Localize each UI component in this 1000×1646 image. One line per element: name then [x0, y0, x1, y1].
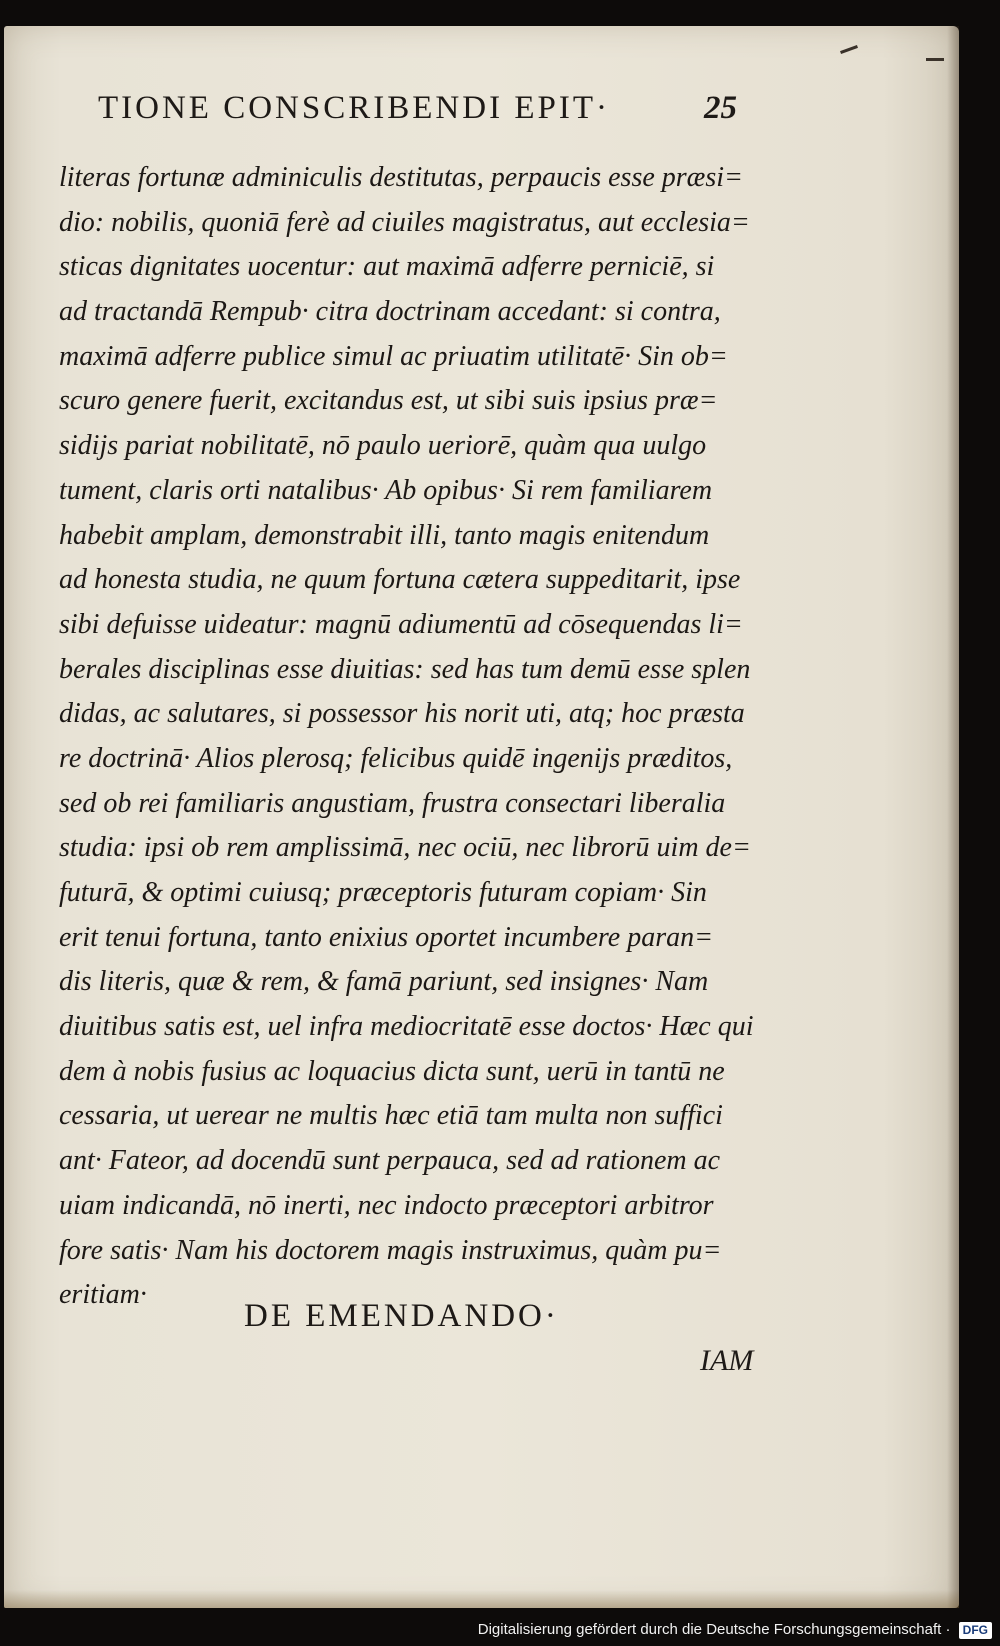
margin-mark — [926, 58, 944, 61]
text-line: habebit amplam, demonstrabit illi, tanto magis enitendum — [59, 519, 710, 551]
body-text — [59, 156, 779, 1318]
text-line: diuitibus satis est, uel infra mediocritatē esse doctos· Hæc qui — [59, 1011, 754, 1043]
credit-text: Digitalisierung gefördert durch die Deutsche Forschungsgemeinschaft · — [477, 1621, 951, 1638]
running-head: TIONE CONSCRIBENDI EPIT· — [98, 90, 610, 126]
text-line: sed ob rei familiaris angustiam, frustra consectari liberalia — [59, 787, 726, 819]
text-line: ad tractandā Rempub· citra doctrinam accedant: si contra, — [59, 296, 721, 328]
text-line: literas fortunæ adminiculis destitutas, perpaucis esse præsi= — [59, 162, 743, 193]
text-line: dio: nobilis, quoniā ferè ad ciuiles magistratus, aut ecclesia= — [59, 206, 750, 238]
text-line: scuro genere fuerit, excitandus est, ut sibi suis ipsius præ= — [59, 385, 718, 417]
page-number: 25 — [704, 90, 737, 126]
page-edge-shadow — [947, 26, 959, 1608]
dfg-logo: DFG — [959, 1622, 992, 1639]
book-page — [4, 26, 959, 1608]
text-line: futurā, & optimi cuiusq; præceptoris futuram copiam· Sin — [59, 877, 707, 908]
catchword: IAM — [700, 1344, 754, 1377]
text-line: re doctrinā· Alios plerosq; felicibus quidē ingenijs præditos, — [59, 742, 733, 774]
text-line: uiam indicandā, nō inerti, nec indocto præceptori arbitror — [59, 1189, 714, 1221]
text-line: ant· Fateor, ad docendū sunt perpauca, sed ad rationem ac — [59, 1145, 721, 1177]
text-line: cessaria, ut uerear ne multis hæc etiā tam multa non suffici — [59, 1100, 723, 1132]
text-line: eritiam· — [59, 1279, 147, 1311]
text-line: fore satis· Nam his doctorem magis instruximus, quàm pu= — [59, 1234, 722, 1266]
margin-mark — [840, 45, 858, 54]
text-line: sibi defuisse uideatur: magnū adiumentū ad cōsequendas li= — [59, 608, 743, 640]
text-line: maximā adferre publice simul ac priuatim utilitatē· Sin ob= — [59, 340, 728, 372]
text-line: dem à nobis fusius ac loquacius dicta sunt, uerū in tantū ne — [59, 1055, 725, 1087]
text-line: tument, claris orti natalibus· Ab opibus· Si rem familiarem — [59, 474, 713, 506]
text-line: didas, ac salutares, si possessor his norit uti, atq; hoc præsta — [59, 698, 745, 730]
section-heading: DE EMENDANDO· — [244, 1298, 559, 1334]
text-line: sticas dignitates uocentur: aut maximā adferre perniciē, si — [59, 251, 715, 283]
text-line: erit tenui fortuna, tanto enixius oportet incumbere paran= — [59, 921, 714, 953]
text-line: sidijs pariat nobilitatē, nō paulo ueriorē, quàm qua uulgo — [59, 430, 707, 462]
digitization-credit — [478, 1618, 992, 1642]
text-line: berales disciplinas esse diuitias: sed has tum demū esse splen — [59, 653, 751, 685]
text-line: dis literis, quæ & rem, & famā pariunt, sed insignes· Nam — [59, 966, 709, 998]
page-bottom-stain — [4, 1590, 959, 1608]
text-line: ad honesta studia, ne quum fortuna cætera suppeditarit, ipse — [59, 564, 741, 596]
text-line: studia: ipsi ob rem amplissimā, nec ociū, nec librorū uim de= — [59, 832, 751, 864]
